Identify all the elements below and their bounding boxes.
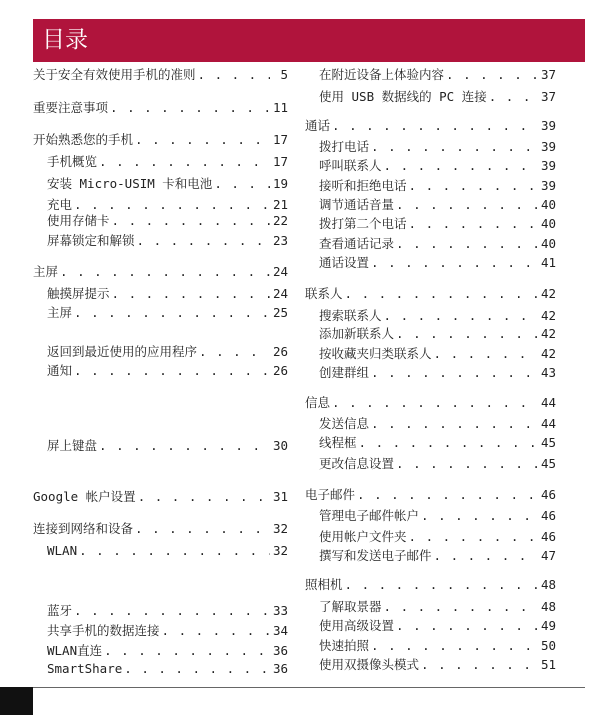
toc-leader-dots bbox=[396, 325, 538, 343]
toc-entry-title: 安装 Micro-USIM 卡和电池 bbox=[47, 176, 213, 191]
toc-page-number: 34 bbox=[272, 623, 288, 638]
toc-entry[interactable] bbox=[47, 622, 288, 640]
toc-entry-title: 创建群组 bbox=[319, 365, 370, 380]
toc-page-number: 33 bbox=[272, 603, 288, 618]
toc-entry-title: 管理电子邮件帐户 bbox=[319, 508, 420, 523]
toc-entry-title: 使用存储卡 bbox=[47, 213, 110, 228]
toc-entry[interactable] bbox=[319, 598, 556, 616]
toc-entry[interactable] bbox=[305, 576, 556, 594]
toc-entry-title: 屏幕锁定和解锁 bbox=[47, 233, 135, 248]
toc-entry-title: 使用双摄像头模式 bbox=[319, 657, 420, 672]
toc-entry-title: 呼叫联系人 bbox=[319, 158, 382, 173]
toc-page-number: 17 bbox=[272, 154, 288, 169]
toc-page-number: 17 bbox=[272, 132, 288, 147]
toc-page-number: 46 bbox=[540, 508, 556, 523]
toc-leader-dots bbox=[434, 547, 538, 565]
toc-leader-dots bbox=[112, 212, 270, 230]
toc-leader-dots bbox=[137, 232, 270, 250]
toc-page-number: 19 bbox=[272, 176, 288, 191]
toc-page-number: 37 bbox=[540, 67, 556, 82]
toc-entry[interactable] bbox=[47, 153, 288, 171]
toc-entry-title: 接听和拒绝电话 bbox=[319, 178, 407, 193]
toc-entry-title: 快速拍照 bbox=[319, 638, 370, 653]
toc-entry-title: 主屏 bbox=[47, 305, 73, 320]
toc-entry[interactable] bbox=[47, 362, 288, 380]
toc-leader-dots bbox=[345, 285, 538, 303]
toc-entry[interactable] bbox=[319, 177, 556, 195]
toc-entry[interactable] bbox=[319, 455, 556, 473]
toc-entry[interactable] bbox=[319, 88, 556, 106]
toc-entry[interactable] bbox=[319, 364, 556, 382]
toc-page-number: 32 bbox=[272, 543, 288, 558]
toc-leader-dots bbox=[371, 637, 538, 655]
toc-entry-title: 返回到最近使用的应用程序 bbox=[47, 344, 198, 359]
toc-entry-title: 撰写和发送电子邮件 bbox=[319, 548, 432, 563]
toc-page-number: 31 bbox=[272, 489, 288, 504]
toc-page-number: 26 bbox=[272, 363, 288, 378]
toc-page-number: 42 bbox=[540, 326, 556, 341]
toc-entry[interactable] bbox=[33, 66, 288, 84]
toc-leader-dots bbox=[74, 304, 270, 322]
toc-entry[interactable] bbox=[305, 117, 556, 135]
toc-page-number: 42 bbox=[540, 308, 556, 323]
toc-entry[interactable] bbox=[319, 196, 556, 214]
toc-page-number: 23 bbox=[272, 233, 288, 248]
toc-entry[interactable] bbox=[305, 394, 556, 412]
toc-entry-title: 在附近设备上体验内容 bbox=[319, 67, 445, 82]
toc-entry[interactable] bbox=[33, 263, 288, 281]
toc-entry-title: 更改信息设置 bbox=[319, 456, 395, 471]
toc-page-number: 11 bbox=[272, 100, 288, 115]
toc-entry-title: 联系人 bbox=[305, 286, 343, 301]
toc-entry-title: 开始熟悉您的手机 bbox=[33, 132, 134, 147]
toc-page-number: 46 bbox=[540, 529, 556, 544]
toc-entry-title: 触摸屏提示 bbox=[47, 286, 110, 301]
toc-entry[interactable] bbox=[319, 307, 556, 325]
toc-page-number: 36 bbox=[272, 643, 288, 658]
toc-leader-dots bbox=[384, 157, 538, 175]
toc-entry[interactable] bbox=[319, 235, 556, 253]
toc-entry[interactable] bbox=[47, 304, 288, 322]
toc-entry[interactable] bbox=[319, 434, 556, 452]
toc-page-number: 32 bbox=[272, 521, 288, 536]
toc-entry-title: 信息 bbox=[305, 395, 331, 410]
toc-page-number: 45 bbox=[540, 435, 556, 450]
toc-entry[interactable] bbox=[319, 66, 556, 84]
toc-leader-dots bbox=[138, 488, 270, 506]
toc-page-number: 45 bbox=[540, 456, 556, 471]
toc-page-number: 21 bbox=[272, 197, 288, 212]
toc-leader-dots bbox=[99, 437, 270, 455]
toc-page-number: 37 bbox=[540, 89, 556, 104]
toc-page-number: 30 bbox=[272, 438, 288, 453]
toc-leader-dots bbox=[112, 285, 270, 303]
toc-entry-title: 通话 bbox=[305, 118, 331, 133]
toc-leader-dots bbox=[421, 507, 538, 525]
toc-page-number: 39 bbox=[540, 158, 556, 173]
toc-leader-dots bbox=[396, 455, 538, 473]
toc-leader-dots bbox=[421, 656, 538, 674]
toc-leader-dots bbox=[434, 345, 538, 363]
toc-leader-dots bbox=[409, 215, 538, 233]
toc-page-number: 44 bbox=[540, 416, 556, 431]
toc-entry[interactable] bbox=[319, 617, 556, 635]
toc-entry-title: 屏上键盘 bbox=[47, 438, 98, 453]
toc-entry[interactable] bbox=[319, 528, 556, 546]
toc-entry-title: 共享手机的数据连接 bbox=[47, 623, 160, 638]
toc-leader-dots bbox=[332, 117, 538, 135]
toc-page-number: 25 bbox=[272, 305, 288, 320]
toc-entry-title: 拨打电话 bbox=[319, 139, 370, 154]
toc-leader-dots bbox=[135, 520, 270, 538]
toc-page-number: 40 bbox=[540, 197, 556, 212]
toc-entry-title: 手机概览 bbox=[47, 154, 98, 169]
toc-entry-title: 通知 bbox=[47, 363, 73, 378]
footer-divider bbox=[33, 687, 585, 688]
toc-leader-dots bbox=[124, 660, 270, 678]
toc-entry-title: Google 帐户设置 bbox=[33, 489, 136, 504]
toc-page-number: 42 bbox=[540, 346, 556, 361]
toc-entry-title: 使用帐户文件夹 bbox=[319, 529, 407, 544]
toc-entry-title: 按收藏夹归类联系人 bbox=[319, 346, 432, 361]
toc-entry[interactable] bbox=[319, 325, 556, 343]
toc-page-number: 43 bbox=[540, 365, 556, 380]
toc-entry[interactable] bbox=[47, 343, 288, 361]
toc-entry[interactable] bbox=[305, 285, 556, 303]
toc-leader-dots bbox=[99, 153, 270, 171]
toc-page-number: 24 bbox=[272, 264, 288, 279]
toc-leader-dots bbox=[371, 138, 538, 156]
toc-page-number: 48 bbox=[540, 599, 556, 614]
toc-entry[interactable] bbox=[319, 138, 556, 156]
toc-page-number: 36 bbox=[272, 661, 288, 676]
toc-entry-title: 拨打第二个电话 bbox=[319, 216, 407, 231]
toc-entry[interactable] bbox=[33, 99, 288, 117]
toc-page-number: 5 bbox=[280, 67, 288, 82]
toc-entry-title: 充电 bbox=[47, 197, 73, 212]
toc-entry[interactable] bbox=[47, 602, 288, 620]
toc-entry-title: 使用 USB 数据线的 PC 连接 bbox=[319, 89, 487, 104]
toc-entry-title: 主屏 bbox=[33, 264, 59, 279]
toc-leader-dots bbox=[396, 235, 538, 253]
toc-page-number: 39 bbox=[540, 139, 556, 154]
toc-page-number: 42 bbox=[540, 286, 556, 301]
toc-leader-dots bbox=[357, 486, 538, 504]
toc-leader-dots bbox=[446, 66, 538, 84]
toc-entry-title: 调节通话音量 bbox=[319, 197, 395, 212]
toc-leader-dots bbox=[409, 528, 538, 546]
toc-entry[interactable] bbox=[319, 547, 556, 565]
toc-leader-dots bbox=[74, 362, 270, 380]
toc-entry[interactable] bbox=[47, 212, 288, 230]
toc-entry[interactable] bbox=[319, 656, 556, 674]
toc-entry[interactable] bbox=[47, 232, 288, 250]
toc-entry-title: 电子邮件 bbox=[305, 487, 356, 502]
toc-entry-title: 蓝牙 bbox=[47, 603, 73, 618]
toc-entry[interactable] bbox=[47, 437, 288, 455]
toc-entry[interactable] bbox=[319, 157, 556, 175]
toc-entry[interactable] bbox=[319, 507, 556, 525]
toc-entry-title: 发送信息 bbox=[319, 416, 370, 431]
toc-page-number: 41 bbox=[540, 255, 556, 270]
toc-entry-title: WLAN直连 bbox=[47, 643, 103, 658]
toc-entry[interactable] bbox=[47, 660, 288, 678]
toc-leader-dots bbox=[162, 622, 270, 640]
toc-entry-title: 关于安全有效使用手机的准则 bbox=[33, 67, 196, 82]
toc-entry-title: 连接到网络和设备 bbox=[33, 521, 134, 536]
toc-page-number: 26 bbox=[272, 344, 288, 359]
toc-page-number: 48 bbox=[540, 577, 556, 592]
toc-leader-dots bbox=[110, 99, 270, 117]
toc-page-number: 47 bbox=[540, 548, 556, 563]
toc-leader-dots bbox=[104, 642, 270, 660]
toc-leader-dots bbox=[384, 307, 538, 325]
toc-entry[interactable] bbox=[319, 215, 556, 233]
toc-leader-dots bbox=[371, 364, 538, 382]
toc-entry[interactable] bbox=[319, 345, 556, 363]
toc-leader-dots bbox=[79, 542, 270, 560]
toc-entry-title: 了解取景器 bbox=[319, 599, 382, 614]
toc-entry-title: 使用高级设置 bbox=[319, 618, 395, 633]
toc-leader-dots bbox=[396, 196, 538, 214]
toc-leader-dots bbox=[74, 602, 270, 620]
toc-page-number: 49 bbox=[540, 618, 556, 633]
toc-leader-dots bbox=[199, 343, 270, 361]
toc-entry[interactable] bbox=[47, 175, 288, 193]
toc-leader-dots bbox=[359, 434, 538, 452]
toc-entry-title: 重要注意事项 bbox=[33, 100, 109, 115]
toc-leader-dots bbox=[198, 66, 270, 84]
toc-entry-title: WLAN bbox=[47, 543, 78, 558]
toc-entry-title: 通话设置 bbox=[319, 255, 370, 270]
page-corner-bar bbox=[0, 687, 33, 715]
toc-leader-dots bbox=[214, 175, 270, 193]
toc-page-number: 39 bbox=[540, 118, 556, 133]
toc-entry[interactable] bbox=[319, 415, 556, 433]
toc-entry[interactable] bbox=[47, 542, 288, 560]
toc-leader-dots bbox=[409, 177, 538, 195]
toc-leader-dots bbox=[371, 415, 538, 433]
toc-entry-title: 照相机 bbox=[305, 577, 343, 592]
toc-header bbox=[33, 19, 585, 62]
toc-leader-dots bbox=[489, 88, 538, 106]
toc-entry[interactable] bbox=[33, 488, 288, 506]
toc-leader-dots bbox=[60, 263, 270, 281]
toc-page-number: 50 bbox=[540, 638, 556, 653]
page-title: 目录 bbox=[42, 27, 88, 53]
toc-page-number: 39 bbox=[540, 178, 556, 193]
toc-entry-title: 搜索联系人 bbox=[319, 308, 382, 323]
toc-entry-title: 查看通话记录 bbox=[319, 236, 395, 251]
toc-entry[interactable] bbox=[33, 131, 288, 149]
toc-page-number: 51 bbox=[540, 657, 556, 672]
toc-leader-dots bbox=[345, 576, 538, 594]
toc-leader-dots bbox=[371, 254, 538, 272]
toc-entry[interactable] bbox=[33, 520, 288, 538]
toc-leader-dots bbox=[384, 598, 538, 616]
toc-page-number: 24 bbox=[272, 286, 288, 301]
toc-page-number: 44 bbox=[540, 395, 556, 410]
toc-page-number: 22 bbox=[272, 213, 288, 228]
toc-entry[interactable] bbox=[47, 642, 288, 660]
toc-entry[interactable] bbox=[47, 285, 288, 303]
toc-entry[interactable] bbox=[305, 486, 556, 504]
toc-page-number: 40 bbox=[540, 216, 556, 231]
toc-entry-title: 线程框 bbox=[319, 435, 357, 450]
toc-page-number: 40 bbox=[540, 236, 556, 251]
toc-leader-dots bbox=[332, 394, 538, 412]
toc-entry[interactable] bbox=[319, 637, 556, 655]
toc-leader-dots bbox=[135, 131, 270, 149]
toc-entry-title: 添加新联系人 bbox=[319, 326, 395, 341]
toc-page-number: 46 bbox=[540, 487, 556, 502]
toc-leader-dots bbox=[396, 617, 538, 635]
toc-entry-title: SmartShare bbox=[47, 661, 123, 676]
toc-entry[interactable] bbox=[319, 254, 556, 272]
